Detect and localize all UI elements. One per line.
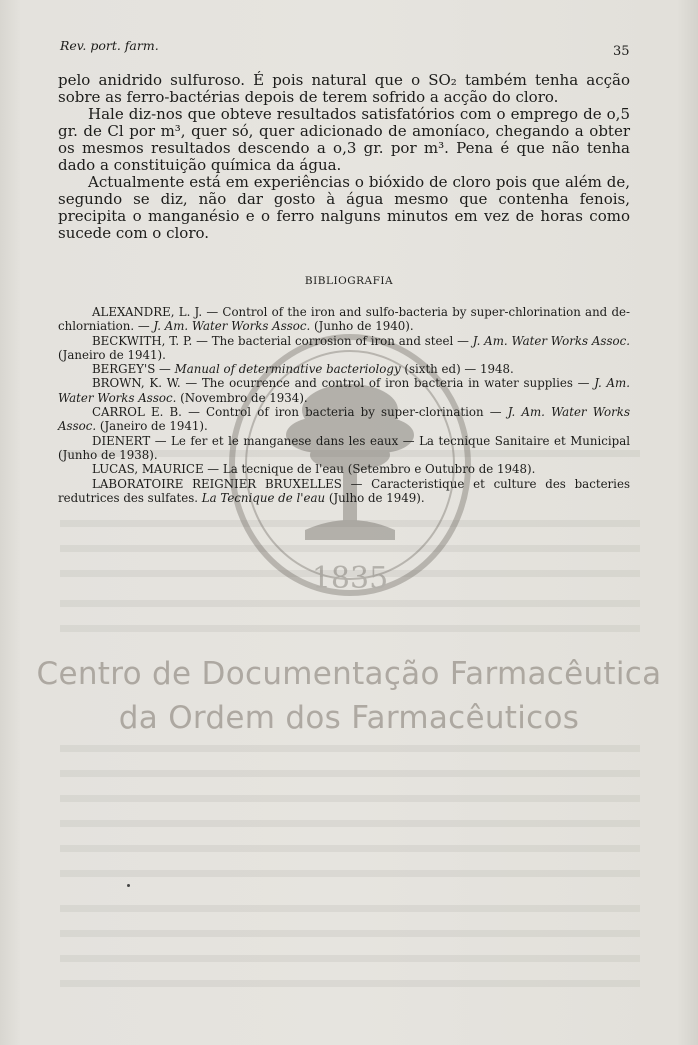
ink-speck xyxy=(127,884,130,887)
reference-item: LABORATOIRE REIGNIER BRUXELLES — Caracteristique et culture des bacteries redutrices des sulfates. La Tecnique de l'eau (Julho de 1949). xyxy=(58,476,630,505)
bibliography-heading: BIBLIOGRAFIA xyxy=(304,275,394,287)
reference-item: BROWN, K. W. — The ocurrence and control of iron bacteria in water supplies — J. Am. Water Works Assoc. (Novembro de 1934). xyxy=(58,376,630,405)
bleed-through-line xyxy=(60,930,640,937)
seal-year: 1835 xyxy=(311,561,389,596)
bleed-through-line xyxy=(60,795,640,802)
watermark-line-1: Centro de Documentação Farmacêutica xyxy=(36,656,662,692)
bibliography-list xyxy=(58,305,630,505)
bleed-through-line xyxy=(60,905,640,912)
bleed-through-line xyxy=(60,870,640,877)
bleed-through-line xyxy=(60,625,640,632)
paragraph-1: pelo anidrido sulfuroso. É pois natural que o SO₂ também tenha acção sobre as ferro-bactérias depois de terem sofrido a acção do cloro. xyxy=(58,71,630,106)
paragraph-3: Actualmente está em experiências o bióxido de cloro pois que além de, segundo se diz, não dar gosto à água mesmo que contenha fenois, precipita o manganésio e o ferro nalguns minutos em vez de horas como sucede com o cloro. xyxy=(58,173,630,242)
reference-item: LUCAS, MAURICE — La tecnique de l'eau (Setembro e Outubro de 1948). xyxy=(92,462,536,477)
watermark-line-2: da Ordem dos Farmacêuticos xyxy=(118,700,580,736)
paragraph-2: Hale diz-nos que obteve resultados satisfatórios com o emprego de o,5 gr. de Cl por m³, quer só, quer adicionado de amoníaco, chegando a obter os mesmos resultados descendo a o,3 gr. por m³. Pena é que não tenha dado a constituição química da água. xyxy=(58,105,630,174)
page-number: 35 xyxy=(613,44,630,59)
bleed-through-line xyxy=(60,980,640,987)
bleed-through-line xyxy=(60,845,640,852)
bleed-through-line xyxy=(60,770,640,777)
bleed-through-line xyxy=(60,820,640,827)
reference-item: DIENERT — Le fer et le manganese dans les eaux — La tecnique Sanitaire et Municipal (Junho de 1938). xyxy=(58,433,630,462)
reference-item: BECKWITH, T. P. — The bacterial corrosion of iron and steel — J. Am. Water Works Assoc. (Janeiro de 1941). xyxy=(58,333,630,362)
bleed-through-line xyxy=(60,745,640,752)
bleed-through-line xyxy=(60,955,640,962)
journal-header: Rev. port. farm. xyxy=(60,38,159,53)
body-text xyxy=(58,72,630,242)
reference-item: CARROL E. B. — Control of iron bacteria by super-clorination — J. Am. Water Works Assoc. (Janeiro de 1941). xyxy=(58,405,631,434)
reference-item: ALEXANDRE, L. J. — Control of the iron and sulfo-bacteria by super-chlorination and de-chlorniation. — J. Am. Water Works Assoc. (Junho de 1940). xyxy=(58,305,630,334)
reference-item: BERGEY'S — Manual of determinative bacteriology (sixth ed) — 1948. xyxy=(92,362,514,377)
